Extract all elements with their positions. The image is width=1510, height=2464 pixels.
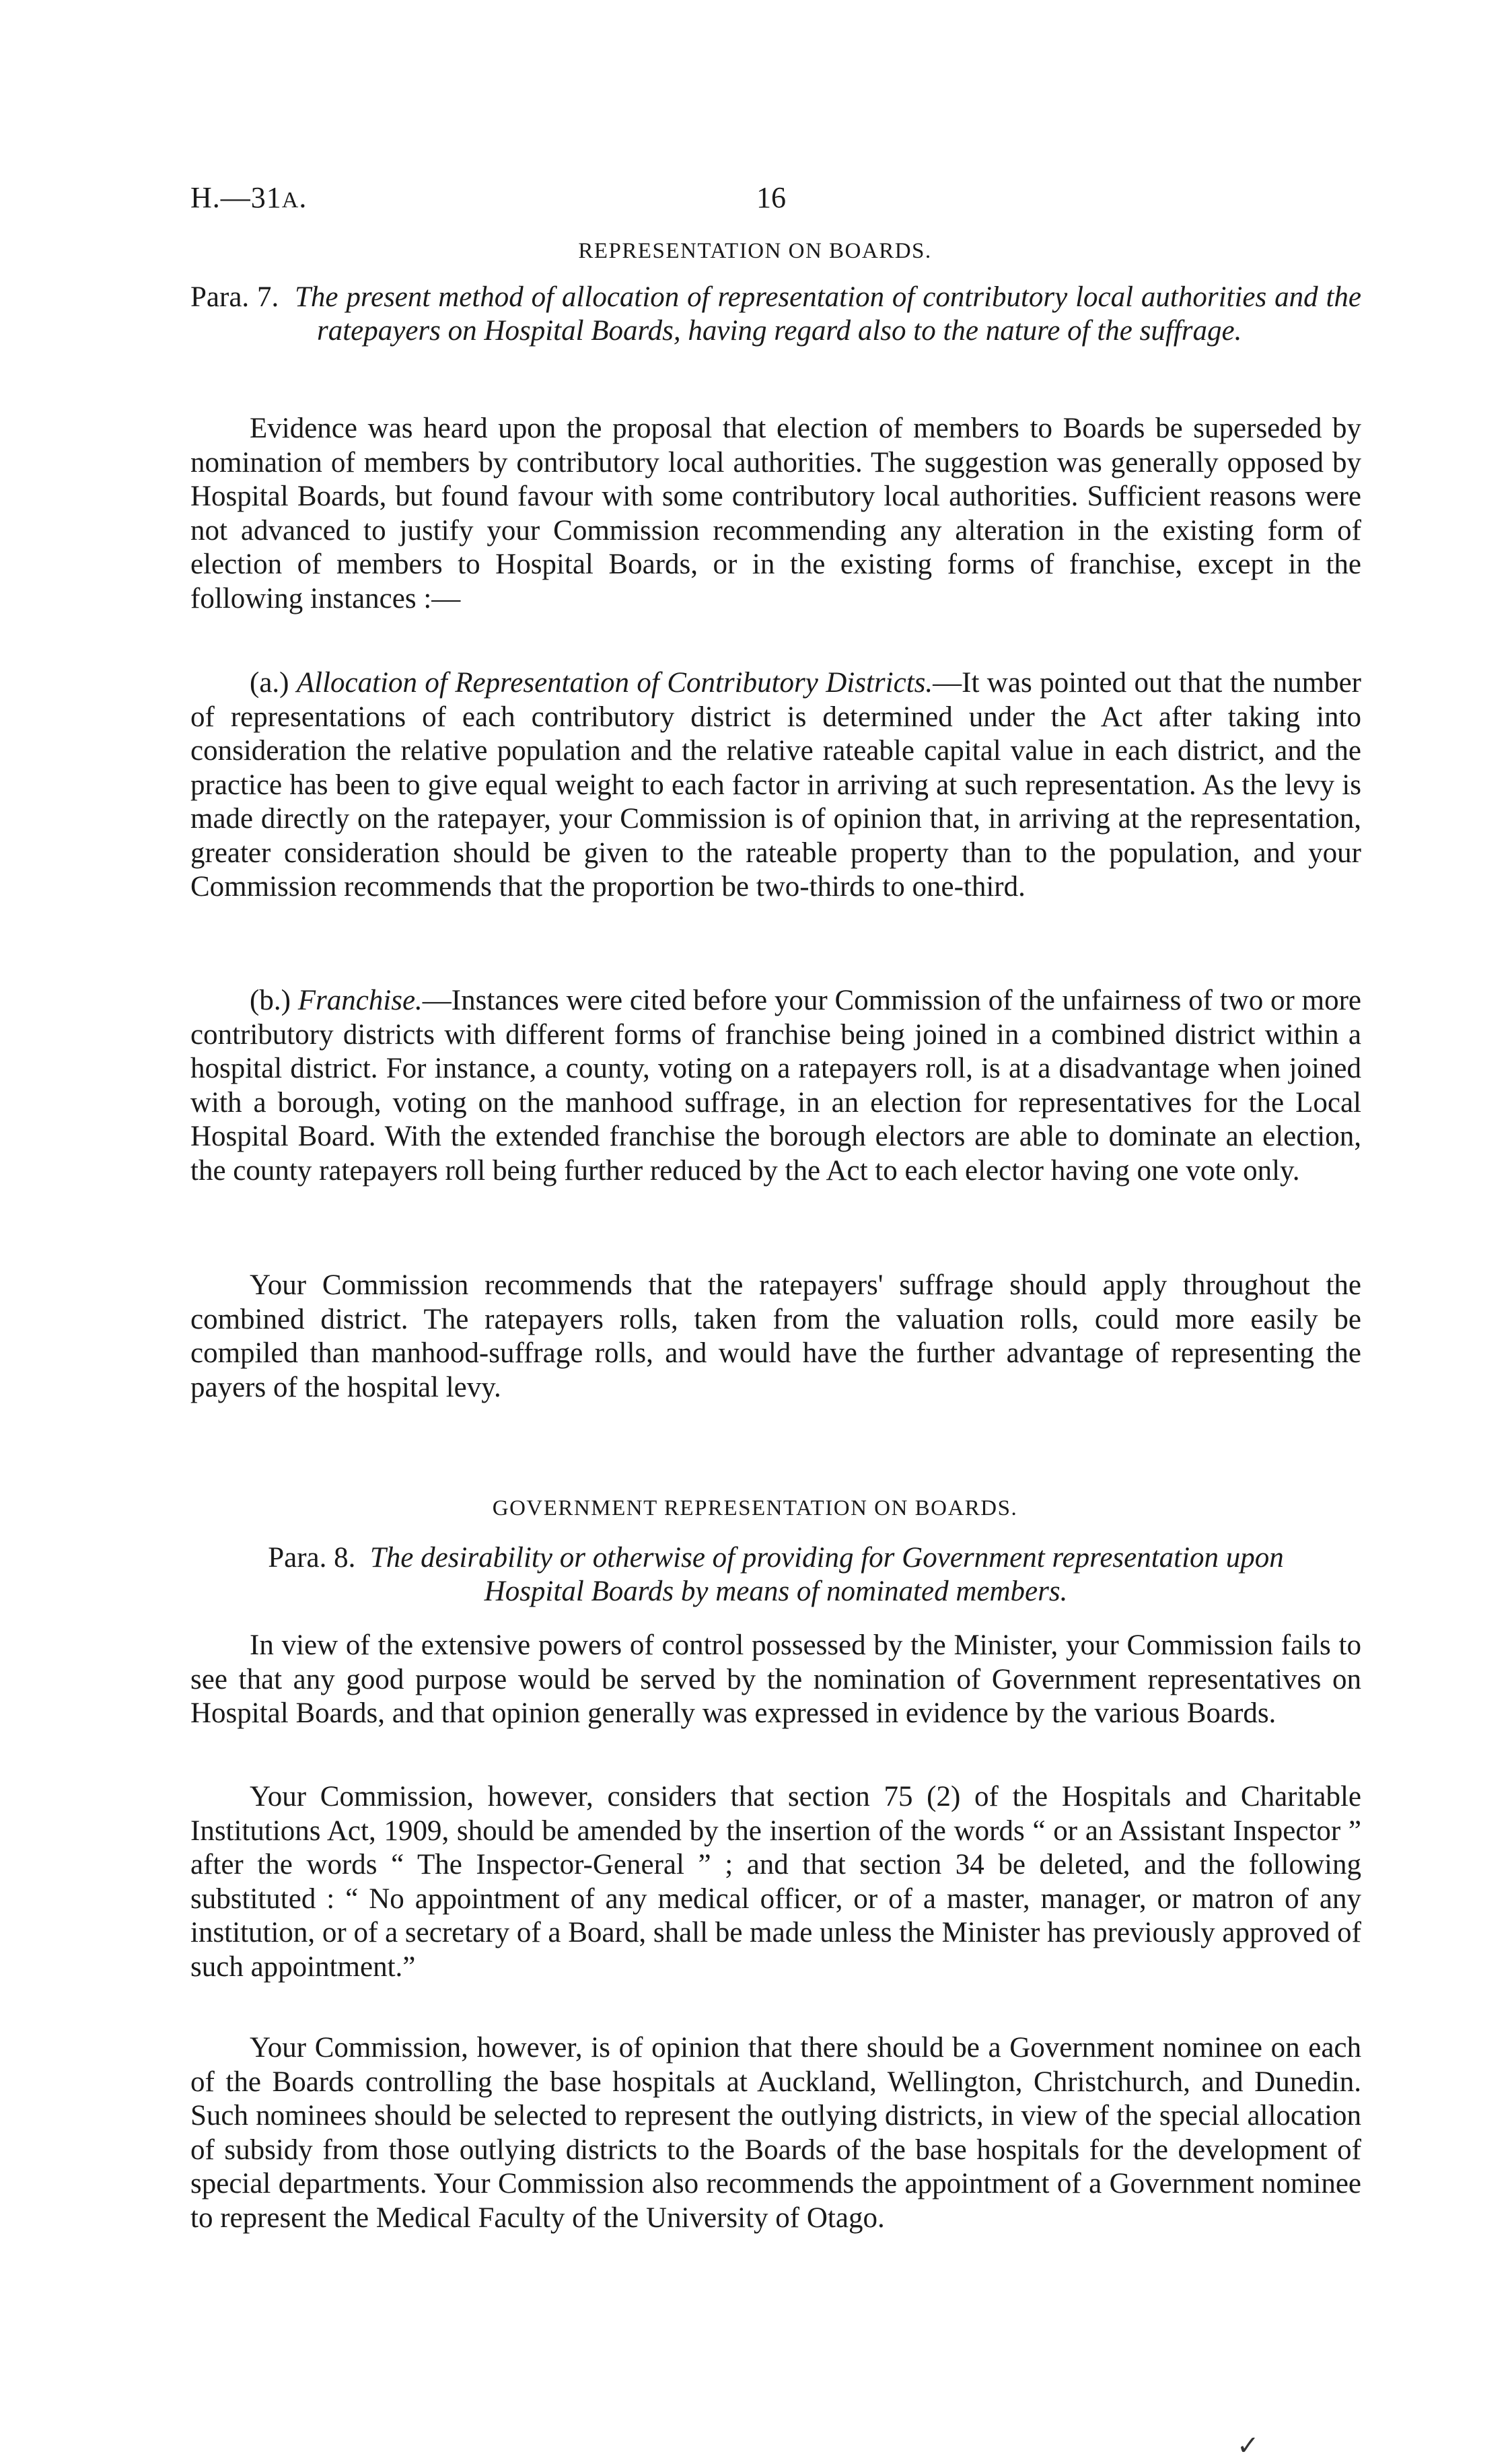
para-8-title-line-1: The desirability or otherwise of providing for Government representation upon [369,1542,1284,1574]
section1-paragraph-1: Evidence was heard upon the proposal that election of members to Boards be superseded by nomination of members by contributory local authorities. The suggestion was generally opposed by Hospital Boards, but found favour with some contributory local authorities. Sufficient reasons were not advanced to justify your Commission recommending any alteration in the existing form of election of members to Hospital Boards, or in the existing forms of franchise, except in the following instances :— [190,413,1361,614]
para-8-label: Para. 8. [268,1542,356,1574]
section-heading-representation: REPRESENTATION ON BOARDS. [578,239,932,263]
section-heading-government: GOVERNMENT REPRESENTATION ON BOARDS. [492,1496,1018,1520]
section1-item-b: (b.) Franchise.—Instances were cited before your Commission of the unfairness of two or more contributory districts with different forms of franchise being joined in a combined district within a hospital district. For instance, a county, voting on a ratepayers roll, is at a disadvantage when joined with a borough, voting on the manhood suffrage, in an election for representatives for the Local Hospital Board. With the extended franchise the borough electors are able to dominate an election, the county ratepayers roll being further reduced by the Act to each elector having one vote only. [190,985,1362,1187]
para-7-label: Para. 7. [190,281,279,313]
page-number: 16 [756,181,786,214]
section2-paragraph-1: In view of the extensive powers of control possessed by the Minister, your Commission fails to see that any good purpose would be served by the nomination of Government representatives on Hospital Boards, and that opinion generally was expressed in evidence by the various Boards. [190,1629,1361,1729]
section2-paragraph-2: Your Commission, however, considers that section 75 (2) of the Hospitals and Charitable Institutions Act, 1909, should be amended by the insertion of the words “ or an Assistant Inspector ” after the words “ The Inspector-General ” ; and that section 34 be deleted, and the following substituted : “ No appointment of any medical officer, or of a master, manager, or matron of any institution, or of a secretary of a Board, shall be made unless the Minister has previously approved of such appointment.” [190,1781,1361,1983]
margin-mark: ✓ [1237,2430,1260,2461]
para-7-title: The present method of allocation of representation of contributory local authorities and the ratepayers on Hospital Boards, having regard also to the nature of the suffrage. [294,281,1361,347]
item-a-title: Allocation of Representation of Contributory Districts. [296,667,933,699]
para-8-title-line-2: Hospital Boards by means of nominated members. [484,1576,1068,1607]
item-b-title: Franchise. [297,985,423,1016]
section1-item-a: (a.) Allocation of Representation of Contributory Districts.—It was pointed out that the number of representations of each contributory district is determined under the Act after taking into consideration the relative population and the relative rateable capital value in each district, and the practice has been to give equal weight to each factor in arriving at such representation. As the levy is made directly on the ratepayer, your Commission is of opinion that, in arriving at the representation, greater consideration should be given to the rateable property than to the population, and your Commission recommends that the proportion be two-thirds to one-third. [190,667,1361,903]
document-code: H.—31A. [190,181,308,214]
section2-paragraph-3: Your Commission, however, is of opinion that there should be a Government nominee on each of the Boards controlling the base hospitals at Auckland, Wellington, Christchurch, and Dunedin. Such nominees should be selected to represent the outlying districts, in view of the special allocation of subsidy from those outlying districts to the Boards of the base hospitals for the development of special departments. Your Commission also recommends the appointment of a Government nominee to represent the Medical Faculty of the University of Otago. [190,2032,1361,2234]
section1-paragraph-2: Your Commission recommends that the ratepayers' suffrage should apply throughout the combined district. The ratepayers rolls, taken from the valuation rolls, could more easily be compiled than manhood-suffrage rolls, and would have the further advantage of representing the payers of the hospital levy. [190,1269,1361,1403]
para-7-heading [190,281,1361,348]
para-8-heading [190,1541,1361,1609]
